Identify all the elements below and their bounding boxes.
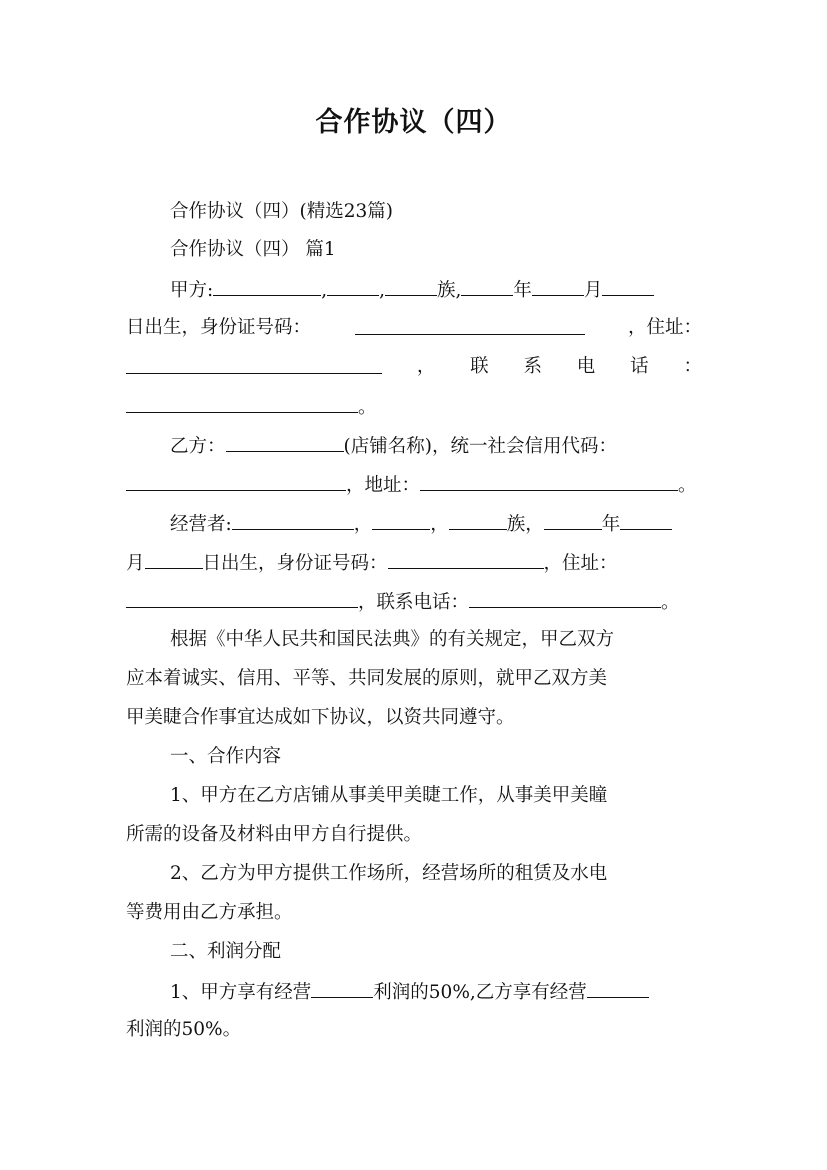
blank-field[interactable] bbox=[372, 511, 430, 530]
text-segment: 年 bbox=[513, 280, 532, 301]
profit-line-1 bbox=[170, 979, 702, 1005]
blank-field[interactable] bbox=[385, 277, 437, 296]
text-segment: 话 bbox=[630, 356, 649, 377]
address-blank[interactable] bbox=[126, 589, 358, 608]
text-segment: (店铺名称)，统一社会信用代码： bbox=[343, 436, 617, 457]
text-segment: 月 bbox=[583, 280, 603, 301]
blank-field[interactable] bbox=[449, 511, 507, 530]
party-b-line-1 bbox=[170, 433, 702, 459]
paragraph-line: 所需的设备及材料由甲方自行提供。 bbox=[126, 824, 423, 845]
text-segment: 年 bbox=[601, 514, 621, 535]
blank-field[interactable] bbox=[311, 979, 373, 998]
text-segment: ，住址： bbox=[543, 553, 618, 574]
id-number-blank[interactable] bbox=[388, 550, 544, 569]
blank-field[interactable] bbox=[213, 277, 321, 296]
text-segment: 族, bbox=[437, 280, 462, 301]
address-blank[interactable] bbox=[126, 355, 382, 374]
paragraph-line: 甲美睫合作事宜达成如下协议，以资共同遵守。 bbox=[126, 707, 515, 728]
party-a-line-4 bbox=[126, 394, 702, 420]
store-name-blank[interactable] bbox=[226, 433, 344, 452]
party-b-label: 乙方： bbox=[170, 436, 226, 457]
blank-field[interactable] bbox=[587, 979, 649, 998]
blank-field[interactable] bbox=[532, 277, 584, 296]
text-segment: 联 bbox=[470, 356, 489, 377]
operator-line-1 bbox=[170, 511, 702, 537]
party-a-line-3 bbox=[126, 355, 702, 379]
party-a-label: 甲方: bbox=[170, 280, 214, 301]
text-segment: ， bbox=[416, 356, 436, 377]
subtitle: 合作协议（四）(精选23篇) bbox=[170, 201, 393, 222]
blank-field[interactable] bbox=[544, 511, 602, 530]
paragraph-line: 根据《中华人民共和国民法典》的有关规定，甲乙双方 bbox=[170, 629, 615, 650]
text-segment: , bbox=[379, 280, 386, 301]
store-address-blank[interactable] bbox=[420, 472, 678, 491]
section-heading-2: 二、利润分配 bbox=[170, 941, 282, 962]
blank-field[interactable] bbox=[327, 277, 379, 296]
paragraph-line: 1、甲方在乙方店铺从事美甲美睫工作，从事美甲美瞳 bbox=[170, 785, 608, 806]
text-segment: 月 bbox=[126, 553, 145, 574]
text-segment: ，地址： bbox=[346, 475, 421, 496]
phone-blank[interactable] bbox=[126, 394, 358, 413]
blank-field[interactable] bbox=[461, 277, 513, 296]
text-segment: 系 bbox=[523, 356, 542, 377]
text-segment: 电 bbox=[576, 356, 596, 377]
text-segment: 日出生，身份证号码： bbox=[202, 553, 388, 574]
operator-line-2 bbox=[126, 550, 702, 576]
text-segment: 。 bbox=[678, 475, 697, 496]
operator-line-3 bbox=[126, 589, 702, 615]
text-segment: ，住址： bbox=[627, 317, 702, 338]
text-segment: ，联系电话： bbox=[358, 592, 470, 613]
party-a-line-1 bbox=[170, 277, 702, 303]
blank-field[interactable] bbox=[602, 277, 654, 296]
document-title: 合作协议（四） bbox=[315, 107, 512, 138]
text-segment: 。 bbox=[661, 592, 680, 613]
text-segment: 。 bbox=[358, 397, 377, 418]
phone-blank[interactable] bbox=[469, 589, 661, 608]
blank-field[interactable] bbox=[232, 511, 354, 530]
paragraph-line: 等费用由乙方承担。 bbox=[126, 902, 293, 923]
text-segment: , bbox=[321, 280, 328, 301]
text-segment: 1、甲方享有经营 bbox=[170, 982, 312, 1003]
section-heading-1: 一、合作内容 bbox=[170, 746, 282, 767]
credit-code-blank[interactable] bbox=[126, 472, 346, 491]
operator-label: 经营者: bbox=[170, 514, 232, 535]
text-segment: 族， bbox=[506, 514, 544, 535]
profit-line-2: 利润的50%。 bbox=[126, 1019, 242, 1040]
blank-field[interactable] bbox=[620, 511, 672, 530]
text-segment: 利润的50%,乙方享有经营 bbox=[373, 982, 587, 1003]
blank-field[interactable] bbox=[145, 550, 203, 569]
paragraph-line: 2、乙方为甲方提供工作场所，经营场所的租赁及水电 bbox=[170, 863, 608, 884]
text-segment: ， bbox=[353, 514, 373, 535]
party-a-line-2 bbox=[126, 316, 702, 340]
paragraph-line: 应本着诚实、信用、平等、共同发展的原则，就甲乙双方美 bbox=[126, 668, 608, 689]
text-segment: ， bbox=[430, 514, 449, 535]
text-segment: 日出生，身份证号码： bbox=[126, 317, 312, 338]
party-b-line-2 bbox=[126, 472, 702, 498]
id-number-blank[interactable] bbox=[355, 316, 585, 335]
text-segment: ： bbox=[683, 356, 702, 377]
section-heading: 合作协议（四） 篇1 bbox=[170, 239, 336, 260]
